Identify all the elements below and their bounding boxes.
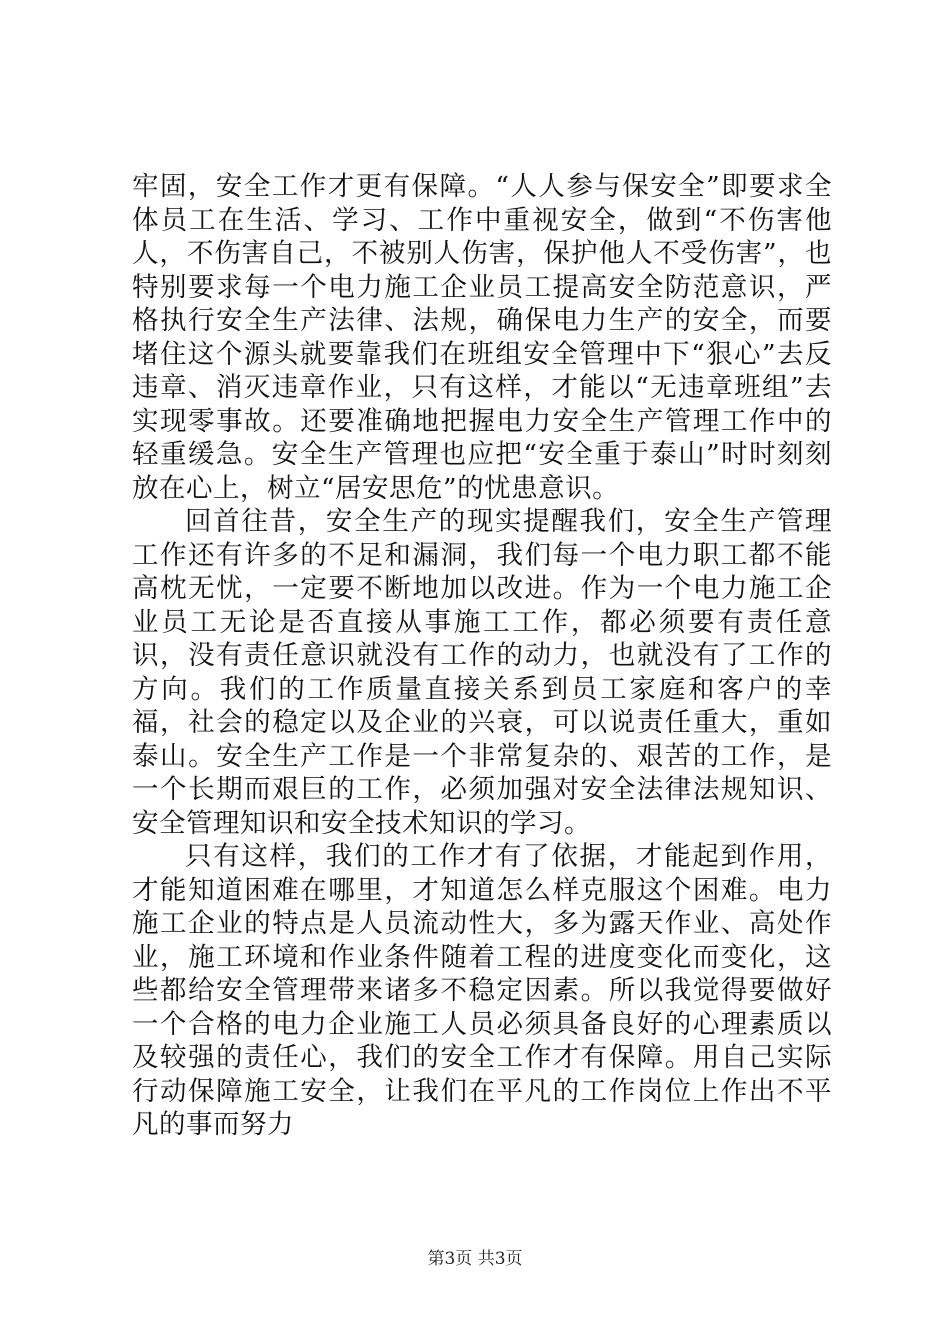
paragraph: 回首往昔，安全生产的现实提醒我们，安全生产管理工作还有许多的不足和漏洞，我们每一个电力职工都不能高枕无忧，一定要不断地加以改进。作为一个电力施工企业员工无论是否直接从事施工工作，都必须要有责任意识，没有责任意识就没有工作的动力，也就没有了工作的方向。我们的工作质量直接关系到员工家庭和客户的幸福，社会的稳定以及企业的兴衰，可以说责任重大，重如泰山。安全生产工作是一个非常复杂的、艰苦的工作，是一个长期而艰巨的工作，必须加强对安全法律法规知识、安全管理知识和安全技术知识的学习。 [132,506,832,839]
paragraph-continuation: 牢固，安全工作才更有保障。“人人参与保安全”即要求全体员工在生活、学习、工作中重视安全，做到“不伤害他人，不伤害自己，不被别人伤害，保护他人不受伤害”，也特别要求每一个电力施工企业员工提高安全防范意识，严格执行安全生产法律、法规，确保电力生产的安全，而要堵住这个源头就要靠我们在班组安全管理中下“狠心”去反违章、消灭违章作业，只有这样，才能以“无违章班组”去实现零事故。还要准确地把握电力安全生产管理工作中的轻重缓急。安全生产管理也应把“安全重于泰山”时时刻刻放在心上，树立“居安思危”的忧患意识。 [132,171,832,504]
paragraph: 只有这样，我们的工作才有了依据，才能起到作用，才能知道困难在哪里，才知道怎么样克服这个困难。电力施工企业的特点是人员流动性大，多为露天作业、高处作业，施工环境和作业条件随着工程的进度变化而变化，这些都给安全管理带来诸多不稳定因素。所以我觉得要做好一个合格的电力企业施工人员必须具备良好的心理素质以及较强的责任心，我们的安全工作才有保障。用自己实际行动保障施工安全，让我们在平凡的工作岗位上作出不平凡的事而努力 [132,841,832,1140]
document-body [132,170,832,1142]
page-footer: 第3页 共3页 [427,1249,523,1269]
